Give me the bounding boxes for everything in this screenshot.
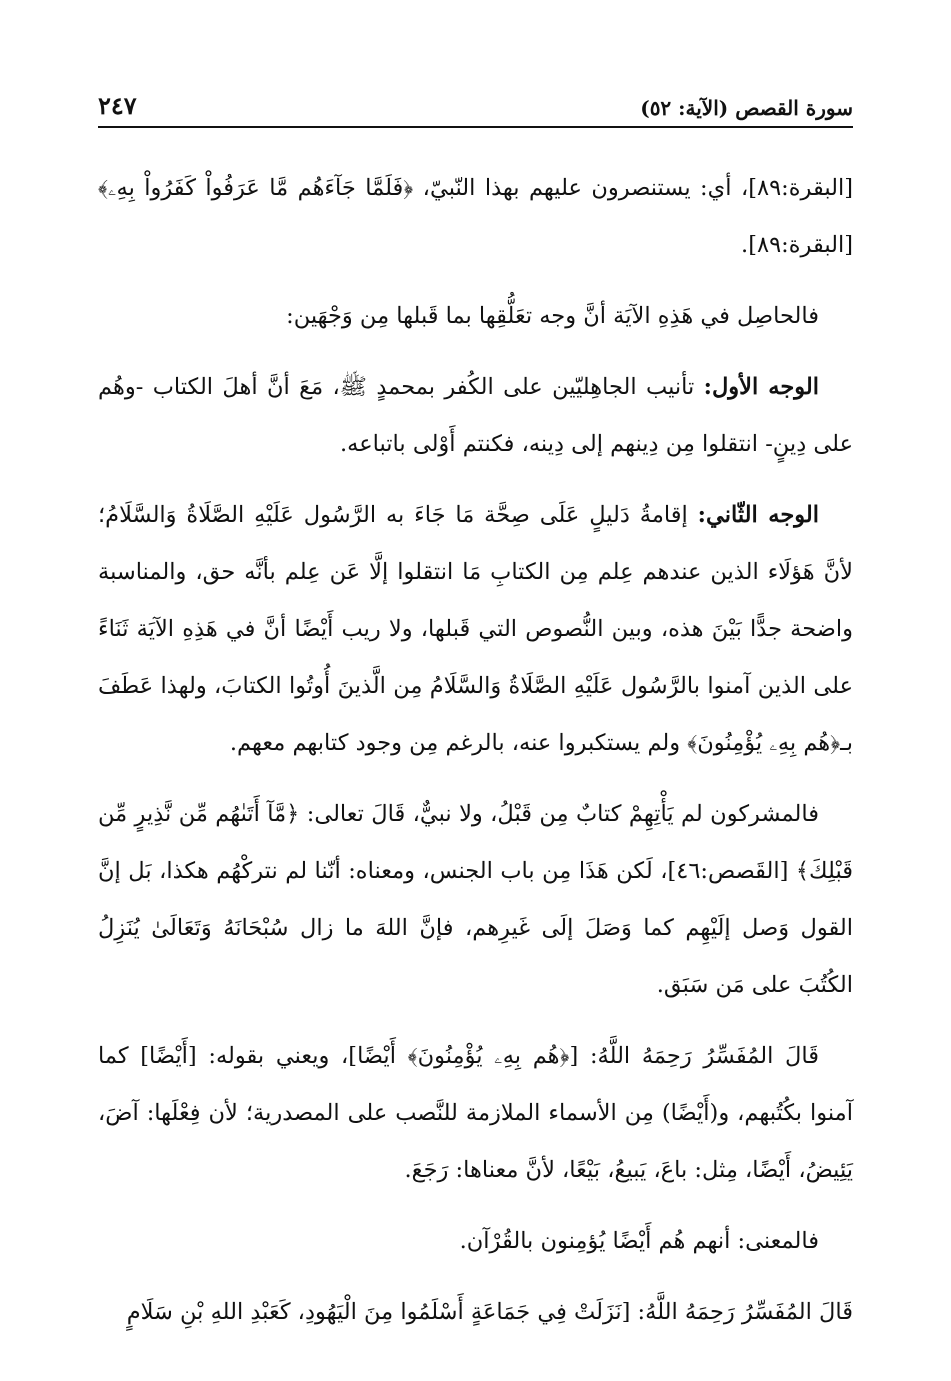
paragraph-meaning: فالمعنى: أنهم هُم أَيْضًا يُؤمِنون بالقُرْآن. — [459, 1228, 819, 1254]
paragraph-continuation: [البقرة:٨٩]، أي: يستنصرون عليهم بهذا النّبيّ، ﴿فَلَمَّا جَآءَهُم مَّا عَرَفُواْ كَفَرُواْ بِهِۦ﴾ [البقرة:٨٩]. — [98, 175, 853, 258]
paragraph-lead: الوجه الأول: — [703, 374, 820, 400]
paragraph-first-aspect: الوجه الأول: تأنيب الجاهِليّين على الكُفر بمحمدٍ ﷺ، مَعَ أنَّ أهلَ الكتاب -وهُم على دِينٍ- انتقلوا مِن دِينهم إلى دِينه، فكنتم أَوْلى باتباعه. — [98, 374, 853, 457]
paragraph-polytheists: فالمشركون لم يَأْتِهِمْ كتابٌ مِن قَبْلُ، ولا نبيٌّ، قَالَ تعالى: ﴿مَّآ أَتَىٰهُم مِّن نَّذِيرٍ مِّن قَبْلِكَ﴾ [القَصص:٤٦]، لَكن هَذَا مِن باب الجنس، ومعناه: أنّنا لم نتركْهُم هكذا، بَل إنَّ القول وَصل إلَيْهِم كما وَصَلَ إلَى غَيرِهم، فإنَّ اللهَ ما زال سُبْحَانَهُ وَتَعَالَىٰ يُنَزِلُ الكُتُبَ على مَن سَبَق. — [98, 801, 853, 998]
page-body — [98, 160, 853, 1341]
paragraph-lead: الوجه الثّاني: — [697, 502, 819, 528]
page-number: ٢٤٧ — [98, 91, 137, 120]
paragraph-second-aspect: الوجه الثّاني: إقامةُ دَليلٍ عَلَى صِحَّة مَا جَاءَ به الرَّسُول عَلَيْهِ الصَّلَاةُ وَالسَّلَامُ؛ لأنَّ هَؤلَاء الذين عندهم عِلم مِن الكتابِ مَا انتقلوا إلَّا عَن عِلم بأنَّه حق، والمناسبة واضحة جدًّا بَيْنَ هذه، وبين النُّصوص التي قَبلها، ولا ريب أَيْضًا أنَّ في هَذِهِ الآيَة ثَنَاءً على الذين آمنوا بالرَّسُول عَلَيْهِ الصَّلَاةُ وَالسَّلَامُ مِن الَّذينَ أُوتُوا الكتابَ، ولهذا عَطَفَ بـ﴿هُم بِهِۦ يُؤْمِنُونَ﴾ ولم يستكبروا عنه، بالرغم مِن وجود كتابهم معهم. — [98, 502, 853, 756]
paragraph-summary: فالحاصِل في هَذِهِ الآيَة أنَّ وجه تعَلُّقِها بما قَبلها مِن وَجْهَين: — [286, 303, 819, 329]
surah-title: سورة القصص (الآية: ٥٢) — [640, 96, 853, 120]
page-header — [98, 88, 853, 128]
paragraph-revelation: قَالَ المُفَسِّرُ رَحِمَهُ اللَّهُ: [نَزَلَتْ فِي جَمَاعَةٍ أَسْلَمُوا مِنَ الْيَهُودِ، كَعَبْدِ اللهِ بْنِ سَلَامٍ — [126, 1299, 853, 1325]
paragraph-commentator-quote: قَالَ المُفَسِّرُ رَحِمَهُ اللَّهُ: [﴿هُم بِهِۦ يُؤْمِنُونَ﴾ أَيْضًا]، ويعني بقوله: [أَيْضًا] كما آمنوا بكُتُبهم، و(أَيْضًا) مِن الأسماء الملازمة للنَّصب على المصدرية؛ لأن فِعْلَها: آضَ، يَئِيضُ، أَيْضًا، مِثل: باعَ، يَبيعُ، بَيْعًا، لأنَّ معناها: رَجَعَ. — [98, 1043, 853, 1183]
